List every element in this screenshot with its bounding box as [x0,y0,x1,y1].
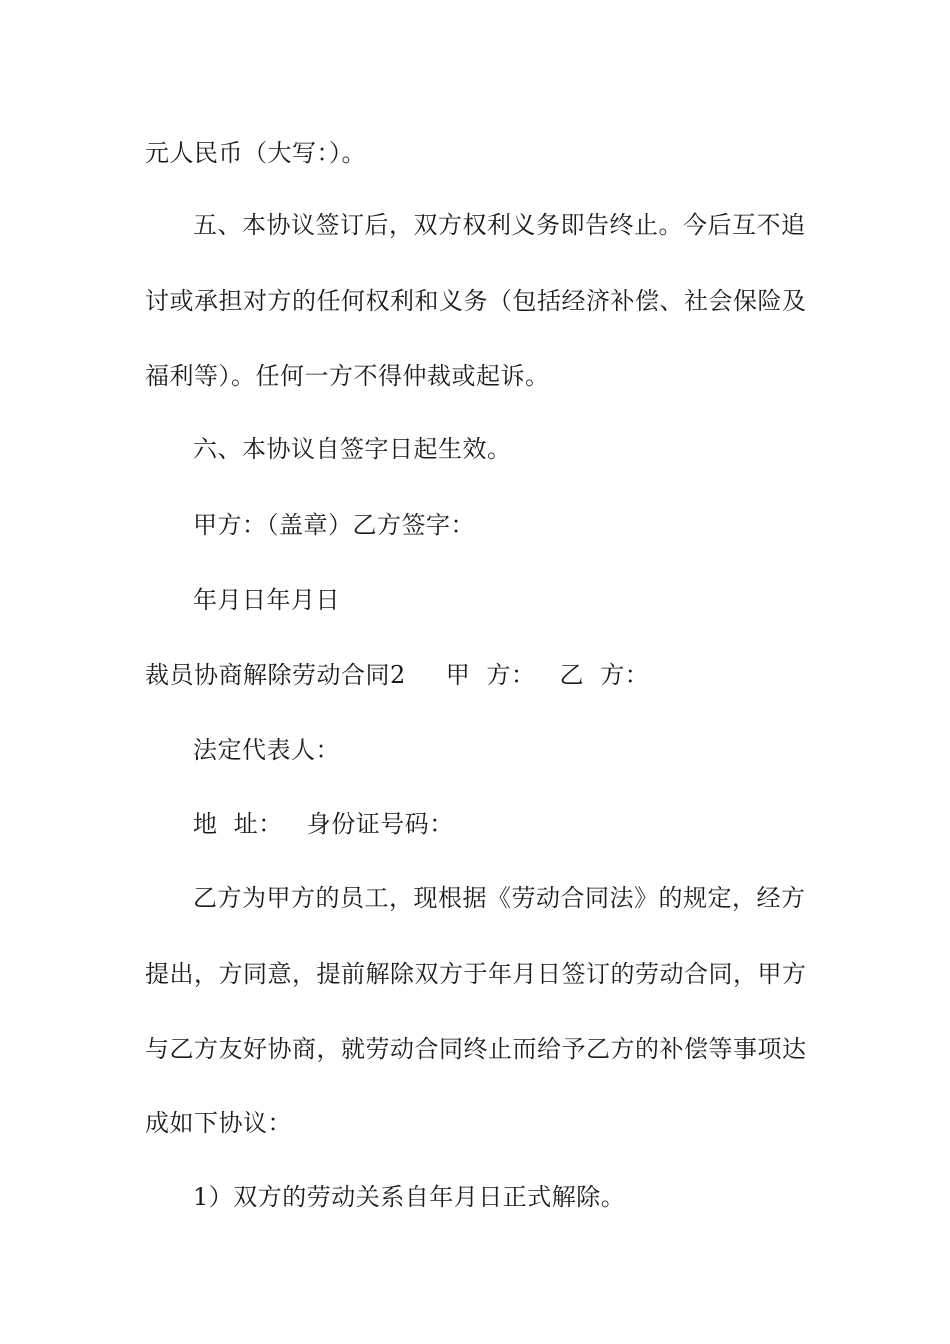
date-line: 年月日年月日 [193,586,340,614]
section-two-title: 裁员协商解除劳动合同2 [145,661,406,689]
clause-six: 六、本协议自签字日起生效。 [193,435,512,463]
clause-five-line-1: 五、本协议签订后，双方权利义务即告终止。今后互不追 [193,211,806,239]
address-label: 地 址： [193,810,283,838]
address-id-line [193,809,454,839]
signature-line: 甲方：（盖章）乙方签字： [193,511,475,539]
agreement-body-line-3: 与乙方友好协商，就劳动合同终止而给予乙方的补偿等事项达 [145,1035,807,1063]
agreement-body-line-4: 成如下协议： [145,1109,292,1137]
party-a-label: 甲 方： [445,661,536,689]
party-b-label: 乙 方： [559,661,650,689]
paragraph-line: 元人民币（大写：）。 [145,139,366,167]
id-number-label: 身份证号码： [306,810,454,838]
clause-five-line-3: 福利等）。任何一方不得仲裁或起诉。 [145,362,550,390]
legal-representative-label: 法定代表人： [193,736,340,764]
section-two-header [145,660,649,690]
agreement-body-line-1: 乙方为甲方的员工，现根据《劳动合同法》的规定，经方 [193,884,806,912]
agreement-body-line-2: 提出，方同意，提前解除双方于年月日签订的劳动合同，甲方 [145,960,807,988]
clause-five-line-2: 讨或承担对方的任何权利和义务（包括经济补偿、社会保险及 [145,287,807,315]
agreement-item-1: 1）双方的劳动关系自年月日正式解除。 [193,1183,626,1211]
